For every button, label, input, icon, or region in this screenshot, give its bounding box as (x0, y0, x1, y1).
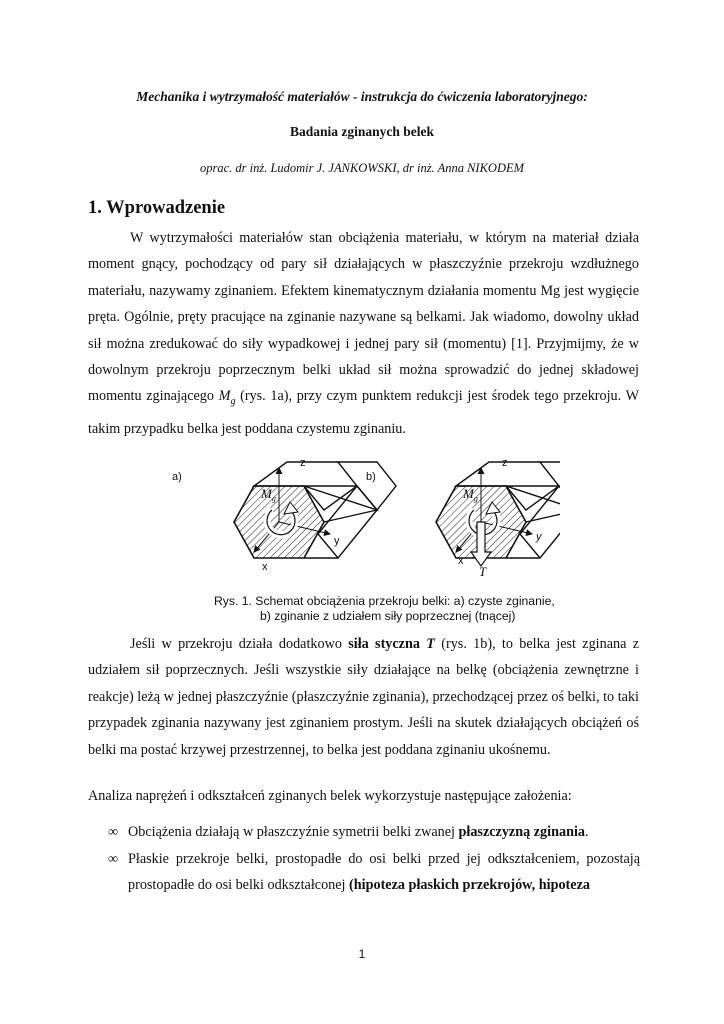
topic-title: Badania zginanych belek (289, 124, 435, 139)
axis-z-label-b: z (502, 457, 508, 469)
axis-x-label-a: x (262, 561, 268, 573)
moment-symbol: M (218, 388, 231, 405)
page-number: 1 (358, 947, 366, 961)
paragraph-shear (88, 631, 639, 763)
assumption-item-1 (108, 819, 640, 845)
moment-label-a: $M_g$ (261, 486, 276, 503)
section-title: 1. Wprowadzenie (88, 198, 226, 218)
assumption-item-2 (108, 846, 640, 899)
paragraph-intro (88, 225, 639, 442)
paragraph-shear-text-b: (rys. 1b), to belka jest zginana z udziałem sił poprzecznych. Jeśli wszystkie siły działające na belkę (obciążenia zewnętrzne i reakcje) leżą w jednej płaszczyźnie (płaszczyźnie zginania), przechodzącej przez oś belki, to taki przypadek zginania nazywany jest zginaniem prostym. Jeśli na skutek działających obciążeń oś belki ma postać krzywej przestrzennej, to belka jest poddana zginaniu ukośnemu. (88, 636, 639, 758)
paragraph-intro-text-a: W wytrzymałości materiałów stan obciążenia materiału, w którym na materiał działa moment gnący, pochodzący od pary sił działających w płaszczyźnie przekroju wzdłużnego materiału, nazywamy zginaniem. Efektem kinematycznym działania momentu Mg jest wygięcie pręta. Ogólnie, pręty pracujące na zginanie nazywane są belkami. Jak wiadomo, dowolny układ sił można zredukować do siły wypadkowej i jednej pary sił (momentu) [1]. Przyjmijmy, że w dowolnym przekroju poprzecznym belki układ sił można sprowadzić do jednej składowej momentu zginającego (88, 230, 639, 405)
shear-force-term: siła styczna (348, 636, 420, 652)
moment-label-b: $M_g$ (463, 486, 478, 503)
figure-label-a: a) (172, 471, 182, 483)
assumption-1-bold: płaszczyzną zginania (458, 824, 586, 840)
figure-caption-line2: b) zginanie z udziałem siły poprzecznej (tnącej) (260, 609, 516, 623)
assumption-1-end: . (585, 824, 589, 840)
axis-z-label-a: z (300, 457, 306, 469)
shear-label: T (479, 564, 487, 579)
figure-caption-line1: Rys. 1. Schemat obciążenia przekroju belki: a) czyste zginanie, (214, 594, 555, 608)
paragraph-shear-text-a: Jeśli w przekroju działa dodatkowo (130, 636, 349, 652)
infinity-bullet-icon: ∞ (108, 851, 119, 867)
beam-diagram (160, 452, 560, 582)
diagram-b (436, 457, 560, 579)
paragraph-assumptions: Analiza naprężeń i odkształceń zginanych belek wykorzystuje następujące założenia: (88, 788, 572, 804)
shear-symbol: T (426, 636, 435, 652)
axis-y-label-b: y (536, 531, 542, 543)
figure-label-b: b) (366, 471, 376, 483)
assumption-1-text: Obciążenia działają w płaszczyźnie symetrii belki zwanej (128, 824, 459, 840)
moment-subscript: g (230, 396, 236, 408)
paragraph-intro-text-b: (rys. 1a), przy czym punktem redukcji jest środek tego przekroju. W takim przypadku belka jest poddana czystemu zginaniu. (88, 388, 639, 437)
figure-beam-sections (160, 452, 560, 587)
infinity-bullet-icon: ∞ (108, 824, 119, 840)
course-header: Mechanika i wytrzymałość materiałów - instrukcja do ćwiczenia laboratoryjnego: (136, 89, 588, 104)
axis-x-label-b: x (458, 555, 464, 567)
authors-line: oprac. dr inż. Ludomir J. JANKOWSKI, dr inż. Anna NIKODEM (199, 161, 525, 175)
assumption-2-text: Płaskie przekroje belki, prostopadłe do osi belki przed jej odkształceniem, pozostają prostopadłe do osi belki odkształconej (128, 851, 640, 894)
assumption-2-bold: (hipoteza płaskich przekrojów, hipoteza (349, 877, 590, 894)
axis-y-label-a: y (334, 535, 340, 547)
